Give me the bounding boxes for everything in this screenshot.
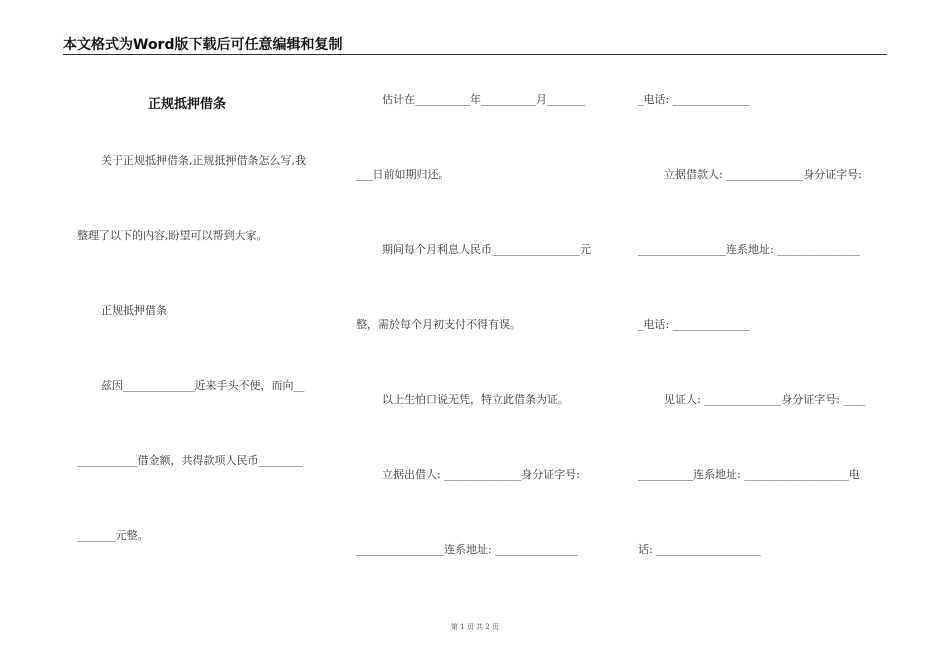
text-line: ___________借金额，共得款项人民币________: [77, 454, 303, 467]
text-line: 期间每个月利息人民币________________元: [382, 243, 591, 256]
text-line: 关于正规抵押借条,正规抵押借条怎么写,我: [101, 154, 306, 167]
text-line: _______元整。: [77, 529, 149, 542]
text-line: ___日前如期归还。: [356, 168, 450, 181]
header-title: 本文格式为Word版下载后可任意编辑和复制: [63, 37, 343, 53]
text-line: 整，需於每个月初支付不得有误。: [356, 318, 521, 331]
text-line: _电话: ______________: [638, 93, 750, 106]
text-line: 立据借款人: ______________身分证字号:: [664, 168, 862, 181]
text-line: 估计在__________年__________月_______: [382, 93, 586, 106]
text-line: _电话: ______________: [638, 318, 750, 331]
text-line: 兹因_____________近来手头不便，而向__: [101, 379, 305, 392]
text-line: 以上生怕口说无凭，特立此借条为证。: [382, 393, 569, 406]
text-line: ________________连系地址: _______________: [638, 243, 860, 256]
text-line: __________连系地址: ___________________电: [638, 468, 860, 481]
text-line: 见证人: ______________身分证字号: ____: [664, 393, 866, 406]
page-footer: 第 1 页 共 2 页: [450, 623, 500, 631]
text-line: 立据出借人: ______________身分证字号:: [382, 468, 580, 481]
text-line: 话: ___________________: [638, 543, 761, 556]
text-line: 正规抵押借条: [101, 304, 167, 317]
document-title: 正规抵押借条: [148, 97, 227, 112]
page-header: [63, 34, 887, 55]
text-line: 整理了以下的内容,盼望可以帮到大家。: [77, 229, 268, 242]
text-line: ________________连系地址: _______________: [356, 543, 578, 556]
